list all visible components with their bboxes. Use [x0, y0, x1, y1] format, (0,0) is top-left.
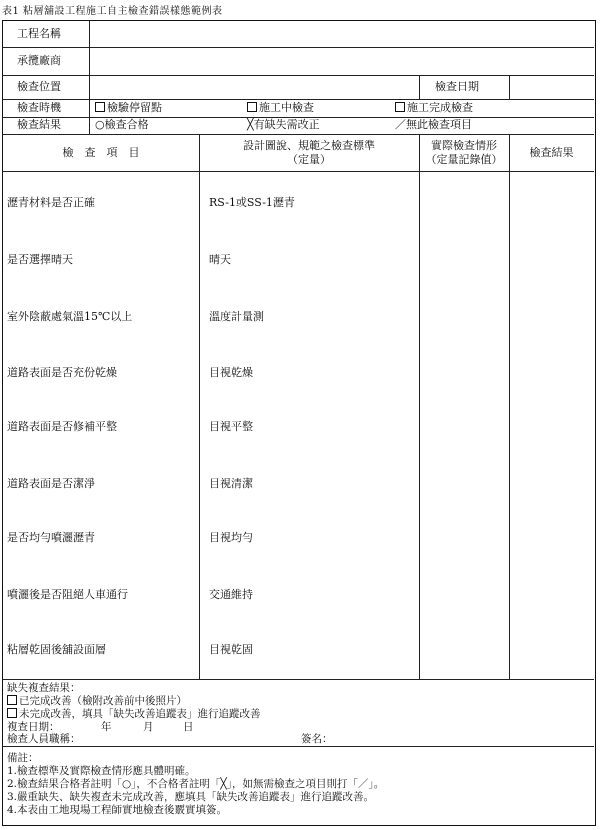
- row-standard: 目視清潔: [209, 477, 253, 490]
- notes-title: 備註：: [7, 752, 39, 764]
- timing-option-complete[interactable]: 施工完成檢查: [395, 101, 473, 115]
- review-date-label: 複查日期：: [7, 721, 60, 733]
- checkbox-icon: [95, 102, 105, 112]
- followup-option-pending[interactable]: 未完成改善，填具「缺失改善追蹤表」進行追蹤改善: [7, 707, 261, 721]
- contractor-label: 承攬廠商: [17, 54, 61, 67]
- row-standard: RS-1或SS-1瀝青: [209, 196, 295, 209]
- checkbox-icon: [395, 102, 405, 112]
- row-standard: 晴天: [209, 253, 231, 266]
- note-line: 1.檢查標準及實際檢查情形應具體明確。: [7, 765, 196, 777]
- followup-option-done[interactable]: 已完成改善（檢附改善前中後照片）: [7, 694, 187, 708]
- form-caption: 表1 粘層舖設工程施工自主檢查錯誤樣態範例表: [2, 6, 223, 17]
- column-header-standard: 設計圖說、規範之檢查標準 （定量）: [243, 139, 375, 166]
- project-name-label: 工程名稱: [17, 27, 61, 40]
- checkbox-icon: [247, 102, 257, 112]
- row-standard: 目視均勻: [209, 531, 253, 544]
- column-header-actual: 實際檢查情形 （定量記錄值）: [425, 139, 503, 166]
- result-option-pass: ○檢查合格: [95, 118, 149, 131]
- row-standard: 目視平整: [209, 420, 253, 433]
- row-item: 是否選擇晴天: [7, 253, 73, 266]
- checkbox-icon: [7, 708, 17, 718]
- row-item: 室外陰蔽處氣溫15℃以上: [7, 310, 133, 323]
- timing-option-during[interactable]: 施工中檢查: [247, 101, 314, 115]
- followup-title: 缺失複查結果：: [7, 682, 81, 694]
- row-standard: 目視乾固: [209, 643, 253, 656]
- result-label: 檢查結果: [17, 118, 61, 131]
- timing-option-hold-point[interactable]: 檢驗停留點: [95, 101, 162, 115]
- review-date-day: 日: [183, 721, 194, 733]
- row-standard: 交通維持: [209, 588, 253, 601]
- note-line: 2.檢查結果合格者註明「○」，不合格者註明「╳」，如無需檢查之項目則打「／」。: [7, 778, 385, 790]
- row-item: 噴灑後是否阻絕人車通行: [7, 588, 128, 601]
- row-item: 道路表面是否充份乾燥: [7, 366, 117, 379]
- note-line: 3.嚴重缺失、缺失複查未完成改善，應填具「缺失改善追蹤表」進行追蹤改善。: [7, 791, 375, 803]
- row-item: 道路表面是否潔淨: [7, 477, 95, 490]
- note-line: 4.本表由工地現場工程師實地檢查後覈實填簽。: [7, 804, 228, 816]
- row-standard: 目視乾燥: [209, 366, 253, 379]
- row-item: 是否均勻噴灑瀝青: [7, 531, 95, 544]
- inspector-title-label: 檢查人員職稱：: [7, 733, 81, 745]
- review-date-year: 年: [101, 721, 112, 733]
- result-option-fail: ╳有缺失需改正: [247, 118, 320, 131]
- signature-label: 簽名：: [301, 733, 333, 745]
- column-header-item: 檢 查 項 目: [62, 146, 140, 159]
- row-item: 瀝青材料是否正確: [7, 196, 95, 209]
- checkbox-icon: [7, 695, 17, 705]
- timing-label: 檢查時機: [17, 101, 61, 114]
- result-option-na: ／無此檢查項目: [395, 118, 472, 131]
- row-item: 道路表面是否修補平整: [7, 420, 117, 433]
- review-date-month: 月: [143, 721, 154, 733]
- check-date-label: 檢查日期: [435, 80, 479, 93]
- inspection-form: [2, 20, 596, 826]
- row-standard: 溫度計量測: [209, 310, 264, 323]
- location-label: 檢查位置: [17, 80, 61, 93]
- row-item: 粘層乾固後舖設面層: [7, 643, 106, 656]
- column-header-result: 檢查結果: [529, 146, 574, 159]
